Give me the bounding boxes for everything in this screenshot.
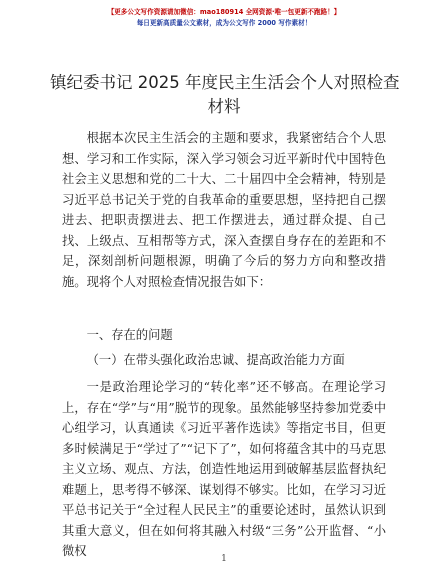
document-title-line-1: 镇纪委书记 2025 年度民主生活会个人对照检查 bbox=[50, 73, 400, 92]
promo-banner-line-1: 【更多公文写作资源请加微信：mao180914 全网资源·唯一包更新不跑路！】 bbox=[107, 8, 341, 16]
page-number: 1 bbox=[221, 554, 227, 564]
subsection-heading: （一）在带头强化政治忠诚、提高政治能力方面 bbox=[86, 353, 345, 367]
intro-paragraph: 根据本次民主生活会的主题和要求，我紧密结合个人思想、学习和工作实际，深入学习领会习近平新时代中国特色社会主义思想和党的二十大、二十届四中全会精神，特别是习近平总书记关于党的自我革命的重要思想，坚持把自己摆进去、把职责摆进去、把工作摆进去，通过群众提、自己找、上级点、互相帮等方式，深入查摆自身存在的差距和不足，深刻剖析问题根源，明确了今后的努力方向和整改措施。现将个人对照检查情况报告如下： bbox=[62, 131, 386, 289]
promo-banner-line-2: 每日更新高质量公文素材，成为公文写作 2000 写作素材！ bbox=[136, 19, 312, 27]
section-heading: 一、存在的问题 bbox=[86, 328, 173, 342]
body-paragraph: 一是政治理论学习的“转化率”还不够高。在理论学习上，存在“学”与“用”脱节的现象。虽然能够坚持参加党委中心组学习，认真通读《习近平著作选读》等指定书目，但更多时候满足于“学过了”“记下了”，如何将蕴含其中的马克思主义立场、观点、方法，创造性地运用到破解基层监督执纪难题上，思考得不够深、谋划得不够实。比如，在学习习近平总书记关于“全过程人民民主”的重要论述时，虽然认识到其重大意义，但在如何将其融入村级“三务”公开监督、“小微权 bbox=[62, 380, 386, 558]
document-title-line-2: 材料 bbox=[207, 97, 241, 116]
